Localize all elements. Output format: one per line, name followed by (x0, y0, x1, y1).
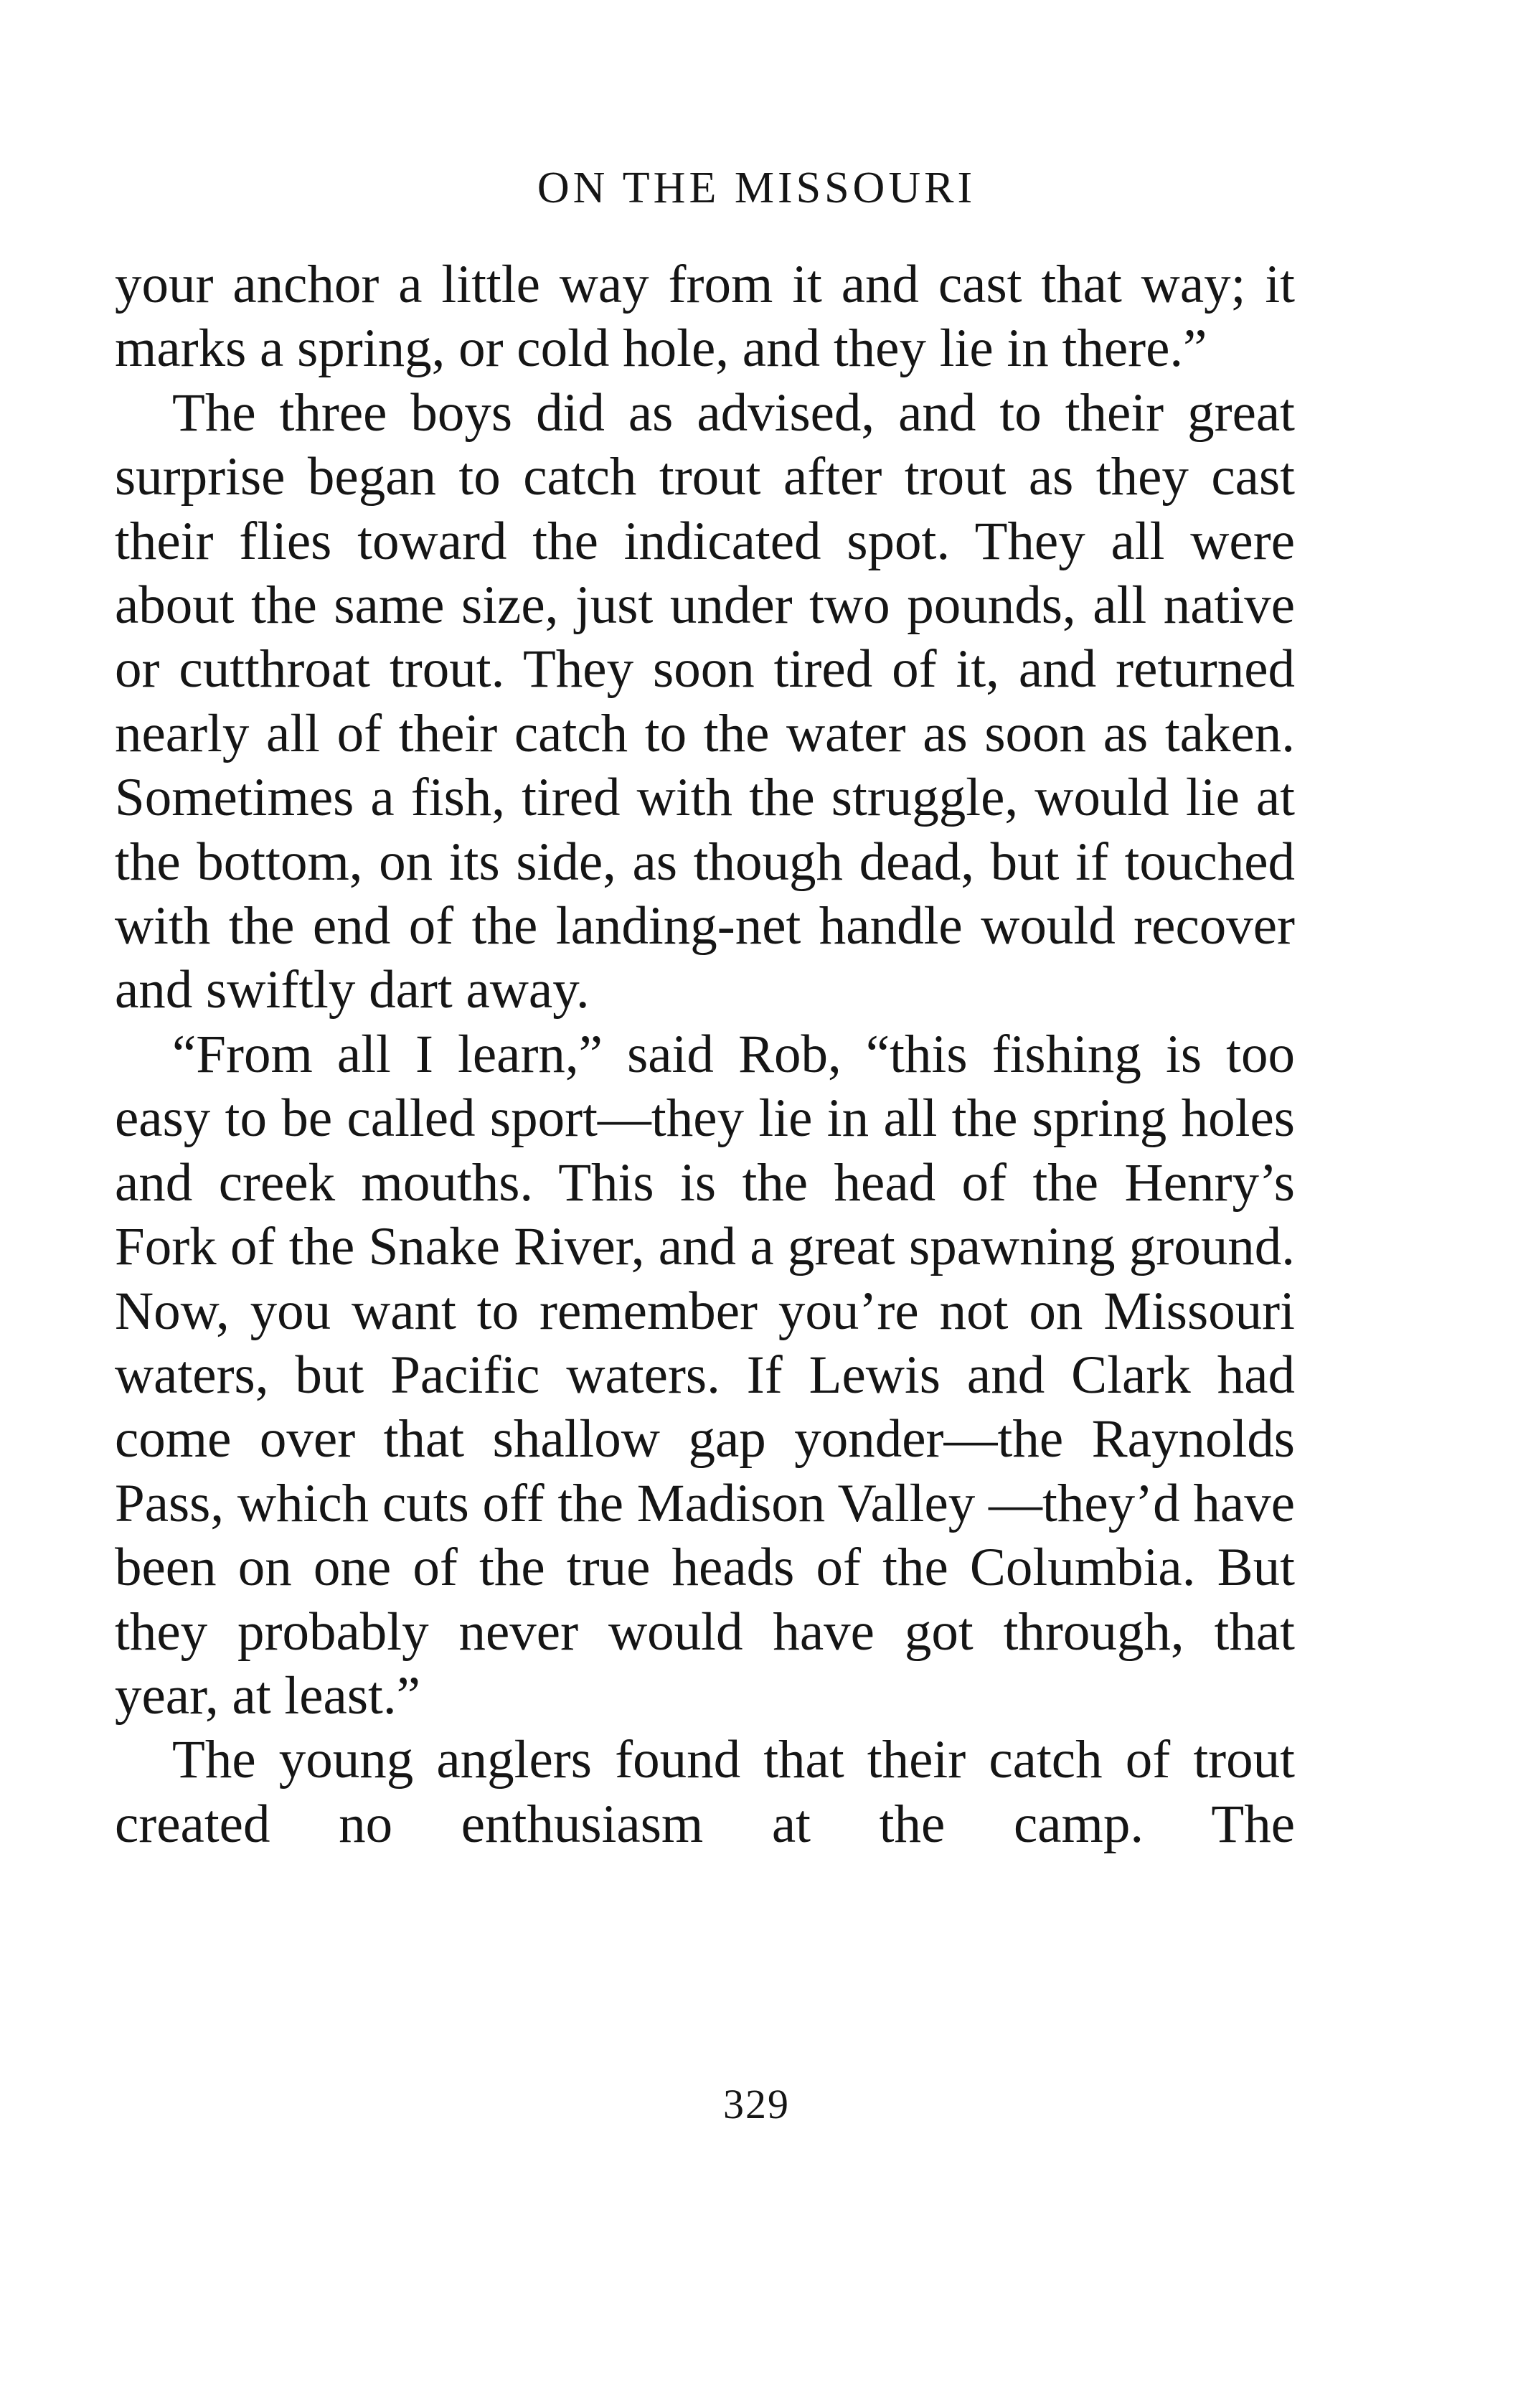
running-head: ON THE MISSOURI (537, 164, 976, 212)
page-number: 329 (723, 2081, 790, 2127)
paragraph-rob-speech: “From all I learn,” said Rob, “this fishing is too easy to be called sport—they lie in all the spring holes and creek mouths. This is the head of the Henry’s Fork of the Snake River, and a great spawning ground. Now, you want to remember you’re not on Missouri waters, but Pacific waters. If Lewis and Clark had come over that shallow gap yonder—the Raynolds Pass, which cuts off the Madison Valley —they’d have been on one of the true heads of the Columbia. But they probably never would have got through, that year, at least.” (115, 1024, 1295, 1726)
body-text (115, 253, 1295, 1856)
paragraph-young-anglers: The young anglers found that their catch of trout created no enthusiasm at the camp. The (115, 1730, 1295, 1854)
paragraph-continued: your anchor a little way from it and cast that way; it marks a spring, or cold hole, and they lie in there.” (115, 255, 1295, 379)
paragraph-boys-fishing: The three boys did as advised, and to their great surprise began to catch trout after trout as they cast their flies toward the indicated spot. They all were about the same size, just under two pounds, all native or cutthroat trout. They soon tired of it, and returned nearly all of their catch to the water as soon as taken. Sometimes a fish, tired with the struggle, would lie at the bottom, on its side, as though dead, but if touched with the end of the landing-net handle would recover and swiftly dart away. (115, 382, 1295, 1020)
